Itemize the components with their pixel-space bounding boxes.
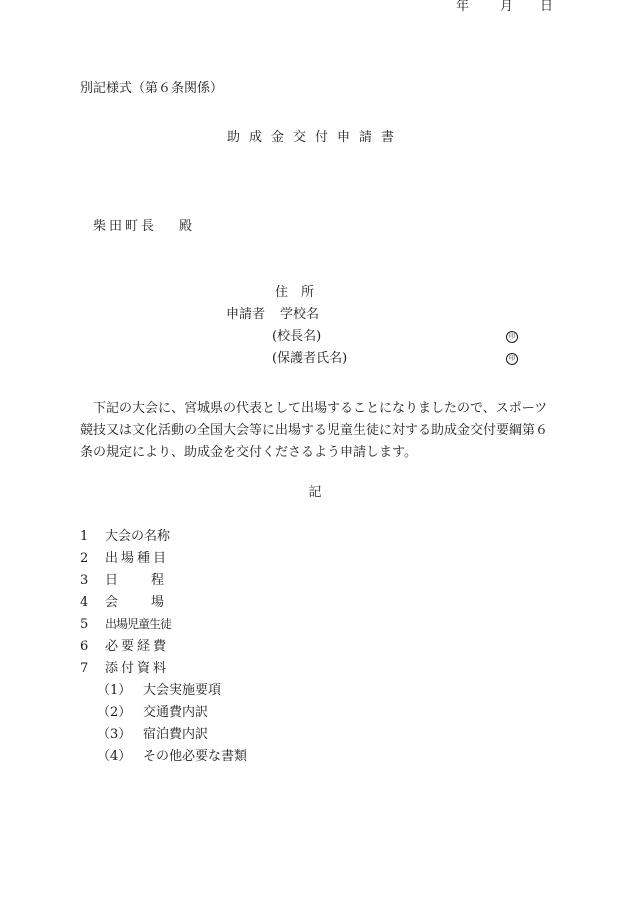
date-day: 日 bbox=[540, 0, 554, 14]
item-number: 4 bbox=[80, 595, 89, 610]
seal-mark-principal: 印 bbox=[506, 331, 518, 343]
item-number: 5 bbox=[80, 617, 89, 632]
principal-name-label: (校長名) bbox=[272, 329, 322, 344]
item-number: 7 bbox=[80, 661, 89, 676]
applicant-label: 申請者 bbox=[226, 307, 266, 322]
item-label: 出場種目 bbox=[105, 551, 170, 566]
application-body-text: 下記の大会に、宮城県の代表として出場することになりましたので、スポーツ競技又は文化活動の全国大会等に出場する児童生徒に対する助成金交付要綱第６条の規定により、助成金を交付くださるよう申請します。 bbox=[80, 401, 549, 460]
form-reference: 別記様式（第６条関係） bbox=[80, 81, 224, 96]
attachment-number: （3） bbox=[97, 727, 132, 742]
item-label: 出場児童生徒 bbox=[105, 617, 172, 631]
item-number: 6 bbox=[80, 639, 89, 654]
item-number: 2 bbox=[80, 551, 89, 566]
guardian-name-label: (保護者氏名) bbox=[272, 351, 348, 366]
school-name-label: 学校名 bbox=[280, 307, 320, 322]
document-title: 助成金交付申請書 bbox=[226, 130, 403, 145]
ki-heading: 記 bbox=[308, 485, 322, 500]
address-label: 住 所 bbox=[275, 285, 315, 300]
item-number: 3 bbox=[80, 573, 89, 588]
attachment-label: その他必要な書類 bbox=[143, 749, 248, 764]
attachment-number: （2） bbox=[97, 705, 132, 720]
addressee bbox=[93, 220, 192, 233]
item-label: 必要経費 bbox=[105, 639, 170, 654]
item-label: 添付資料 bbox=[105, 661, 170, 676]
addressee-name: 柴田町長 bbox=[93, 219, 158, 234]
addressee-honorific: 殿 bbox=[179, 219, 193, 234]
attachment-label: 交通費内訳 bbox=[143, 705, 209, 720]
item-label: 会場 bbox=[105, 595, 198, 610]
item-label: 日程 bbox=[105, 573, 198, 588]
item-label: 大会の名称 bbox=[105, 529, 171, 544]
attachment-label: 宿泊費内訳 bbox=[143, 727, 209, 742]
attachment-number: （1） bbox=[97, 683, 132, 698]
attachment-number: （4） bbox=[97, 749, 132, 764]
attachment-label: 大会実施要項 bbox=[143, 683, 222, 698]
date-year: 年 bbox=[456, 0, 470, 14]
item-number: 1 bbox=[80, 529, 89, 544]
date-month: 月 bbox=[500, 0, 514, 14]
seal-mark-guardian: 印 bbox=[506, 353, 518, 365]
